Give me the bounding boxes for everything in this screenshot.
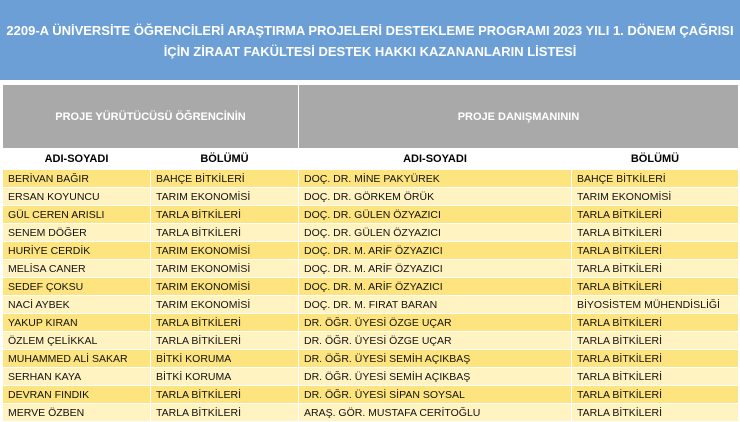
table-row (3, 242, 739, 260)
student-name: ERSAN KOYUNCU (3, 188, 151, 206)
advisor-name: DR. ÖĞR. ÜYESİ SEMİH AÇIKBAŞ (299, 368, 572, 386)
column-header-advisor-dept: BÖLÜMÜ (572, 149, 739, 170)
advisor-name: DR. ÖĞR. ÜYESİ SİPAN SOYSAL (299, 386, 572, 404)
advisor-dept: TARIM EKONOMİSİ (572, 188, 739, 206)
student-dept: BAHÇE BİTKİLERİ (151, 170, 299, 188)
advisor-dept: TARLA BİTKİLERİ (572, 260, 739, 278)
group-header-row (3, 85, 739, 149)
student-dept: BİTKİ KORUMA (151, 368, 299, 386)
student-name: SENEM DÖĞER (3, 224, 151, 242)
student-name: HURİYE CERDİK (3, 242, 151, 260)
student-dept: TARLA BİTKİLERİ (151, 314, 299, 332)
student-name: ÖZLEM ÇELİKKAL (3, 332, 151, 350)
student-dept: BİTKİ KORUMA (151, 350, 299, 368)
advisor-dept: TARLA BİTKİLERİ (572, 332, 739, 350)
advisor-dept: TARLA BİTKİLERİ (572, 350, 739, 368)
advisor-dept: BAHÇE BİTKİLERİ (572, 170, 739, 188)
advisor-dept: TARLA BİTKİLERİ (572, 206, 739, 224)
student-name: SERHAN KAYA (3, 368, 151, 386)
title-banner (0, 0, 740, 80)
advisor-dept: TARLA BİTKİLERİ (572, 242, 739, 260)
advisor-name: DR. ÖĞR. ÜYESİ SEMİH AÇIKBAŞ (299, 350, 572, 368)
table-row (3, 206, 739, 224)
student-dept: TARIM EKONOMİSİ (151, 260, 299, 278)
table-row (3, 260, 739, 278)
column-header-student-name: ADI-SOYADI (3, 149, 151, 170)
advisor-name: DR. ÖĞR. ÜYESİ ÖZGE UÇAR (299, 314, 572, 332)
table-row (3, 386, 739, 404)
advisor-dept: TARLA BİTKİLERİ (572, 404, 739, 422)
column-header-advisor-name: ADI-SOYADI (299, 149, 572, 170)
advisor-dept: TARLA BİTKİLERİ (572, 224, 739, 242)
student-dept: TARLA BİTKİLERİ (151, 404, 299, 422)
student-name: NACİ AYBEK (3, 296, 151, 314)
student-name: SEDEF ÇOKSU (3, 278, 151, 296)
title-line-2: İÇİN ZİRAAT FAKÜLTESİ DESTEK HAKKI KAZANANLARIN LİSTESİ (163, 44, 577, 59)
table-row (3, 224, 739, 242)
table-row (3, 404, 739, 422)
student-dept: TARLA BİTKİLERİ (151, 224, 299, 242)
advisor-dept: TARLA BİTKİLERİ (572, 386, 739, 404)
winners-table (2, 84, 739, 422)
advisor-name: DOÇ. DR. GÖRKEM ÖRÜK (299, 188, 572, 206)
table-row (3, 332, 739, 350)
advisor-dept: BİYOSİSTEM MÜHENDİSLİĞİ (572, 296, 739, 314)
advisor-name: DOÇ. DR. M. ARİF ÖZYAZICI (299, 260, 572, 278)
table-row (3, 170, 739, 188)
student-name: GÜL CEREN ARISLI (3, 206, 151, 224)
advisor-name: DOÇ. DR. GÜLEN ÖZYAZICI (299, 206, 572, 224)
table-row (3, 296, 739, 314)
table-row (3, 350, 739, 368)
advisor-name: DOÇ. DR. M. ARİF ÖZYAZICI (299, 242, 572, 260)
student-dept: TARIM EKONOMİSİ (151, 188, 299, 206)
group-header-student: PROJE YÜRÜTÜCÜSÜ ÖĞRENCİNİN (3, 85, 299, 149)
advisor-name: DOÇ. DR. M. FIRAT BARAN (299, 296, 572, 314)
advisor-name: DOÇ. DR. M. ARİF ÖZYAZICI (299, 278, 572, 296)
student-dept: TARIM EKONOMİSİ (151, 278, 299, 296)
student-name: MUHAMMED ALİ SAKAR (3, 350, 151, 368)
advisor-dept: TARLA BİTKİLERİ (572, 368, 739, 386)
student-name: MELİSA CANER (3, 260, 151, 278)
table-row (3, 278, 739, 296)
table-row (3, 314, 739, 332)
student-dept: TARIM EKONOMİSİ (151, 242, 299, 260)
title-line-1: 2209-A ÜNİVERSİTE ÖĞRENCİLERİ ARAŞTIRMA PROJELERİ DESTEKLEME PROGRAMI 2023 YILI 1. DÖNEM ÇAĞRISI (6, 23, 734, 38)
table-row (3, 368, 739, 386)
advisor-name: DR. ÖĞR. ÜYESİ ÖZGE UÇAR (299, 332, 572, 350)
table-row (3, 188, 739, 206)
column-header-student-dept: BÖLÜMÜ (151, 149, 299, 170)
advisor-dept: TARLA BİTKİLERİ (572, 278, 739, 296)
column-header-row (3, 149, 739, 170)
student-dept: TARLA BİTKİLERİ (151, 386, 299, 404)
advisor-name: DOÇ. DR. MİNE PAKYÜREK (299, 170, 572, 188)
student-name: YAKUP KIRAN (3, 314, 151, 332)
group-header-advisor: PROJE DANIŞMANININ (299, 85, 739, 149)
advisor-name: ARAŞ. GÖR. MUSTAFA CERİTOĞLU (299, 404, 572, 422)
student-dept: TARIM EKONOMİSİ (151, 296, 299, 314)
student-name: DEVRAN FINDIK (3, 386, 151, 404)
advisor-dept: TARLA BİTKİLERİ (572, 314, 739, 332)
student-dept: TARLA BİTKİLERİ (151, 332, 299, 350)
student-name: BERİVAN BAĞIR (3, 170, 151, 188)
advisor-name: DOÇ. DR. GÜLEN ÖZYAZICI (299, 224, 572, 242)
student-dept: TARLA BİTKİLERİ (151, 206, 299, 224)
student-name: MERVE ÖZBEN (3, 404, 151, 422)
